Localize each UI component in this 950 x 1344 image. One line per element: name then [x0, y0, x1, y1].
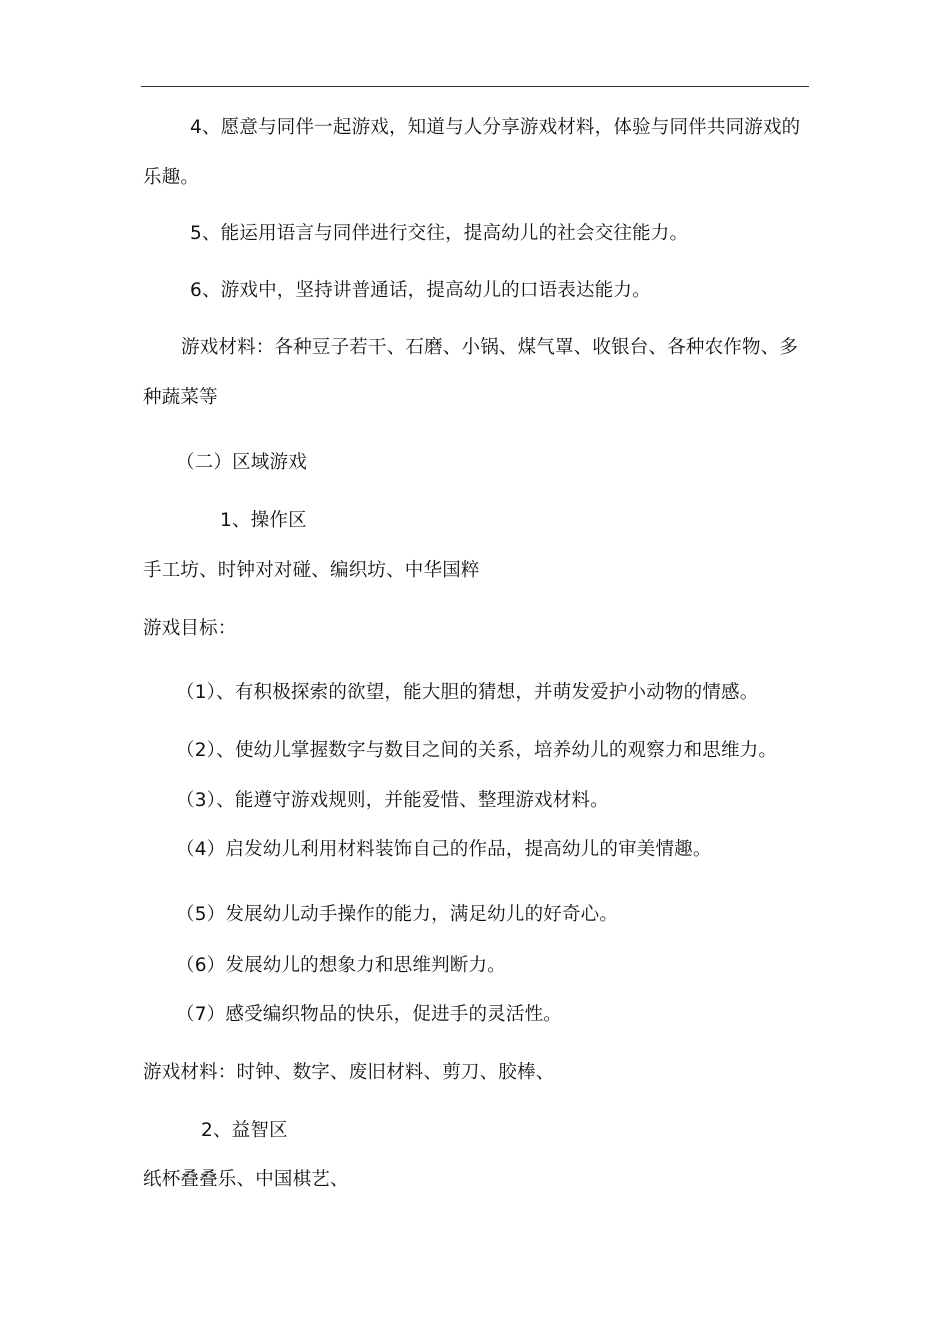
materials-2: 游戏材料：时钟、数字、废旧材料、剪刀、胶棒、	[143, 1062, 555, 1083]
goal-item: （1）、有积极探索的欲望，能大胆的猜想，并萌发爱护小动物的情感。	[176, 682, 759, 703]
header-rule	[141, 86, 809, 87]
operation-area-list: 手工坊、时钟对对碰、编织坊、中华国粹	[143, 560, 480, 581]
item-6: 6、游戏中，坚持讲普通话，提高幼儿的口语表达能力。	[190, 280, 651, 301]
goal-item: （5）发展幼儿动手操作的能力，满足幼儿的好奇心。	[176, 904, 619, 925]
subheading-operation-area: 1、操作区	[220, 510, 307, 531]
item-4-line-2: 乐趣。	[143, 167, 200, 188]
goal-item: （3）、能遵守游戏规则，并能爱惜、整理游戏材料。	[176, 790, 609, 811]
goal-item: （2）、使幼儿掌握数字与数目之间的关系，培养幼儿的观察力和思维力。	[176, 740, 778, 761]
item-5: 5、能运用语言与同伴进行交往，提高幼儿的社会交往能力。	[190, 223, 689, 244]
goals-label: 游戏目标：	[143, 618, 237, 639]
materials-1-line-2: 种蔬菜等	[143, 387, 218, 408]
item-4-line-1: 4、愿意与同伴一起游戏，知道与人分享游戏材料，体验与同伴共同游戏的	[190, 117, 801, 138]
goal-item: （4）启发幼儿利用材料装饰自己的作品，提高幼儿的审美情趣。	[176, 839, 712, 860]
materials-1-line-1: 游戏材料：各种豆子若干、石磨、小锅、煤气罩、收银台、各种农作物、多	[181, 337, 799, 358]
puzzle-area-list: 纸杯叠叠乐、中国棋艺、	[143, 1169, 349, 1190]
goal-item: （7）感受编织物品的快乐，促进手的灵活性。	[176, 1004, 562, 1025]
subheading-puzzle-area: 2、益智区	[201, 1120, 288, 1141]
section-heading-area-games: （二）区域游戏	[176, 452, 307, 473]
goal-item: （6）发展幼儿的想象力和思维判断力。	[176, 955, 506, 976]
